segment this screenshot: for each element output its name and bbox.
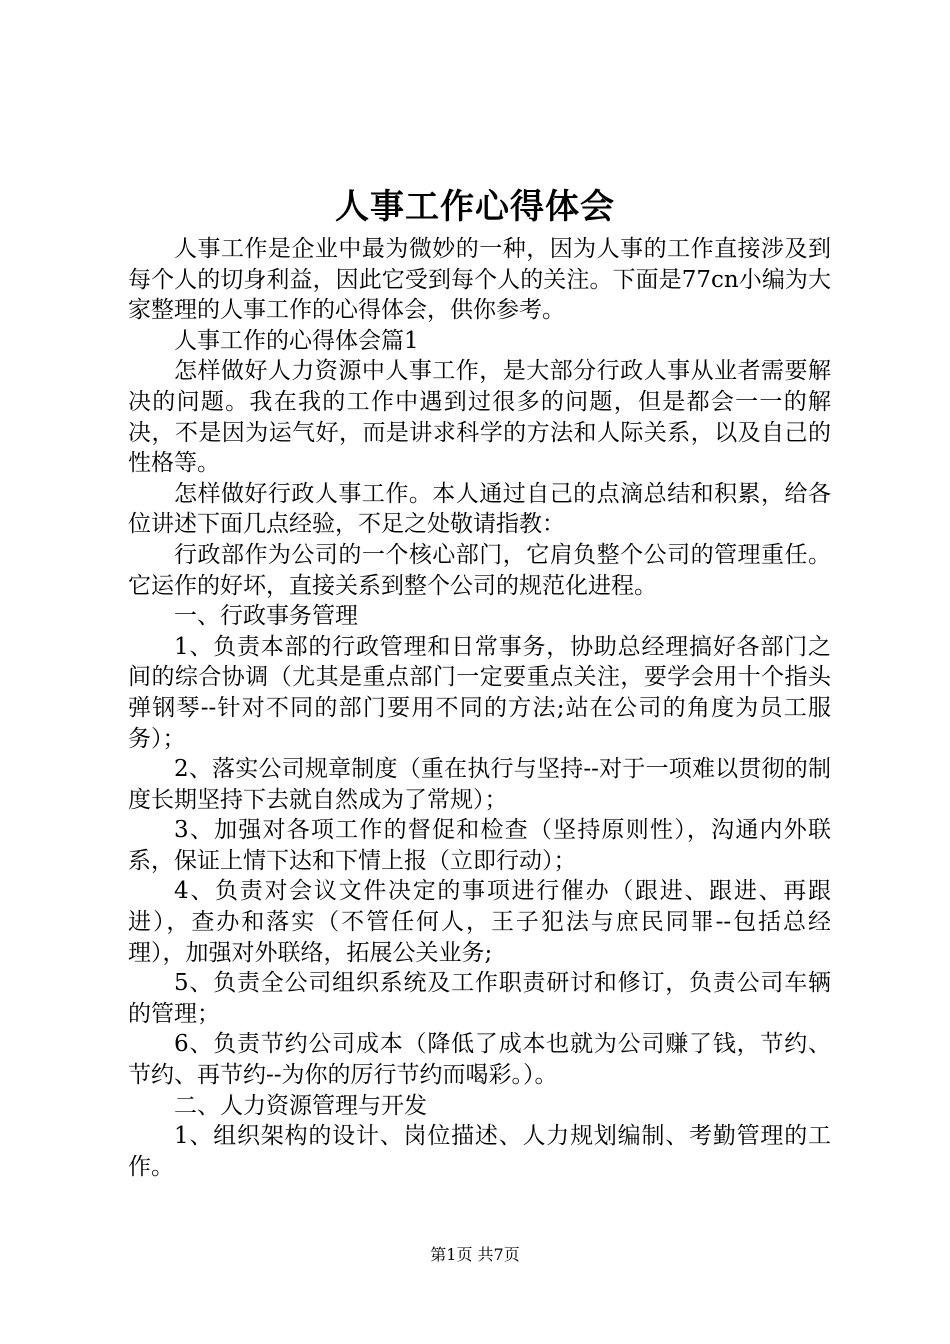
list-item: 4、负责对会议文件决定的事项进行催办（跟进、跟进、再跟进），查办和落实（不管任何人，王子犯法与庶民同罪--包括总经理），加强对外联络，拓展公关业务; xyxy=(128,878,831,966)
body-paragraph: 人事工作是企业中最为微妙的一种，因为人事的工作直接涉及到每个人的切身利益，因此它受到每个人的关注。下面是77cn小编为大家整理的人事工作的心得体会，供你参考。 xyxy=(128,236,831,324)
list-item: 1、负责本部的行政管理和日常事务，协助总经理搞好各部门之间的综合协调（尤其是重点部门一定要重点关注，要学会用十个指头弹钢琴--针对不同的部门要用不同的方法;站在公司的角度为员工服务）； xyxy=(128,633,831,752)
document-title: 人事工作心得体会 xyxy=(335,187,615,227)
list-item: 3、加强对各项工作的督促和检查（坚持原则性），沟通内外联系，保证上情下达和下情上报（立即行动）； xyxy=(128,817,831,874)
list-item: 2、落实公司规章制度（重在执行与坚持--对于一项难以贯彻的制度长期坚持下去就自然成为了常规）； xyxy=(128,756,831,813)
list-item: 1、组织架构的设计、岗位描述、人力规划编制、考勤管理的工作。 xyxy=(128,1123,831,1180)
body-paragraph: 怎样做好行政人事工作。本人通过自己的点滴总结和积累，给各位讲述下面几点经验，不足之处敬请指教： xyxy=(128,480,831,538)
page-footer: 第1页 共7页 xyxy=(430,1245,520,1264)
list-item: 5、负责全公司组织系统及工作职责研讨和修订，负责公司车辆的管理； xyxy=(128,970,831,1027)
section-heading: 人事工作的心得体会篇1 xyxy=(174,327,419,354)
document-body xyxy=(128,234,831,1182)
section-heading: 一、行政事务管理 xyxy=(174,603,358,630)
body-paragraph: 怎样做好人力资源中人事工作，是大部分行政人事从业者需要解决的问题。我在我的工作中遇到过很多的问题，但是都会一一的解决，不是因为运气好，而是讲求科学的方法和人际关系，以及自己的性格等。 xyxy=(128,358,831,477)
section-heading: 二、人力资源管理与开发 xyxy=(174,1092,427,1119)
body-paragraph: 行政部作为公司的一个核心部门，它肩负整个公司的管理重任。它运作的好坏，直接关系到整个公司的规范化进程。 xyxy=(128,541,831,599)
list-item: 6、负责节约公司成本（降低了成本也就为公司赚了钱，节约、节约、再节约--为你的厉行节约而喝彩。）。 xyxy=(128,1031,831,1089)
